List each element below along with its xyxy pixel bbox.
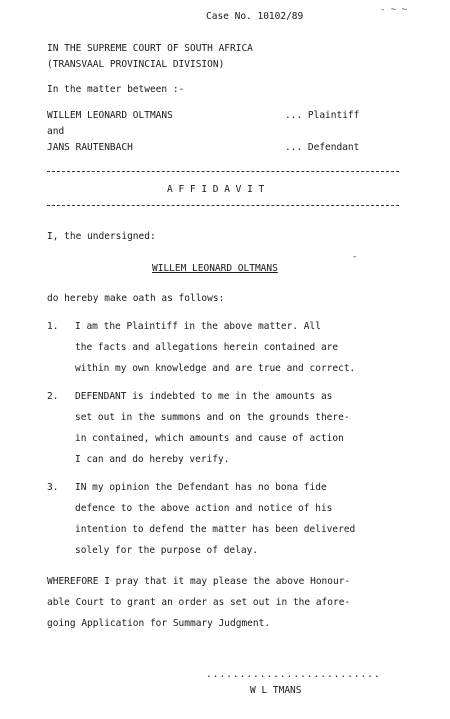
case-number: Case No. 10102/89 xyxy=(206,11,304,22)
parties-and: and xyxy=(47,126,65,137)
paragraph-3-line: intention to defend the matter has been delivered xyxy=(75,524,356,535)
paragraph-3-line: solely for the purpose of delay. xyxy=(75,545,259,556)
paragraph-3-line: IN my opinion the Defendant has no bona fide xyxy=(75,482,327,493)
wherefore-line: going Application for Summary Judgment. xyxy=(47,618,271,629)
wherefore-line: WHEREFORE I pray that it may please the above Honour- xyxy=(47,576,351,587)
paragraph-1-line: I am the Plaintiff in the above matter. All xyxy=(75,321,321,332)
paragraph-2-line: DEFENDANT is indebted to me in the amounts as xyxy=(75,391,333,402)
document-title: A F F I D A V I T xyxy=(167,184,265,195)
paragraph-1-line: within my own knowledge and are true and correct. xyxy=(75,363,356,374)
paragraph-3-line: defence to the above action and notice of his xyxy=(75,503,333,514)
stray-mark: - xyxy=(352,252,358,262)
parties-intro: In the matter between :- xyxy=(47,84,185,95)
deponent-name: WILLEM LEONARD OLTMANS xyxy=(152,263,278,274)
plaintiff-name: WILLEM LEONARD OLTMANS xyxy=(47,110,173,121)
paragraph-1-number: 1. xyxy=(47,321,59,332)
paragraph-2-line: set out in the summons and on the grounds there- xyxy=(75,412,350,423)
paragraph-3-number: 3. xyxy=(47,482,59,493)
paragraph-2-line: I can and do hereby verify. xyxy=(75,454,230,465)
defendant-role: ... Defendant xyxy=(285,142,360,153)
oath-line: do hereby make oath as follows: xyxy=(47,293,225,304)
plaintiff-role: ... Plaintiff xyxy=(285,110,360,121)
signature-line: .......................... xyxy=(206,669,381,680)
signatory-name: W L TMANS xyxy=(250,685,302,696)
divider-top xyxy=(47,171,399,172)
paragraph-2-number: 2. xyxy=(47,391,59,402)
stray-marks: - ~ ~ xyxy=(380,5,408,15)
divider-bottom xyxy=(47,205,399,206)
paragraph-2-line: in contained, which amounts and cause of action xyxy=(75,433,344,444)
defendant-name: JANS RAUTENBACH xyxy=(47,142,133,153)
undersigned-line: I, the undersigned: xyxy=(47,231,156,242)
court-division: (TRANSVAAL PROVINCIAL DIVISION) xyxy=(47,59,225,70)
paragraph-1-line: the facts and allegations herein contained are xyxy=(75,342,339,353)
court-name: IN THE SUPREME COURT OF SOUTH AFRICA xyxy=(47,43,253,54)
wherefore-line: able Court to grant an order as set out in the afore- xyxy=(47,597,351,608)
